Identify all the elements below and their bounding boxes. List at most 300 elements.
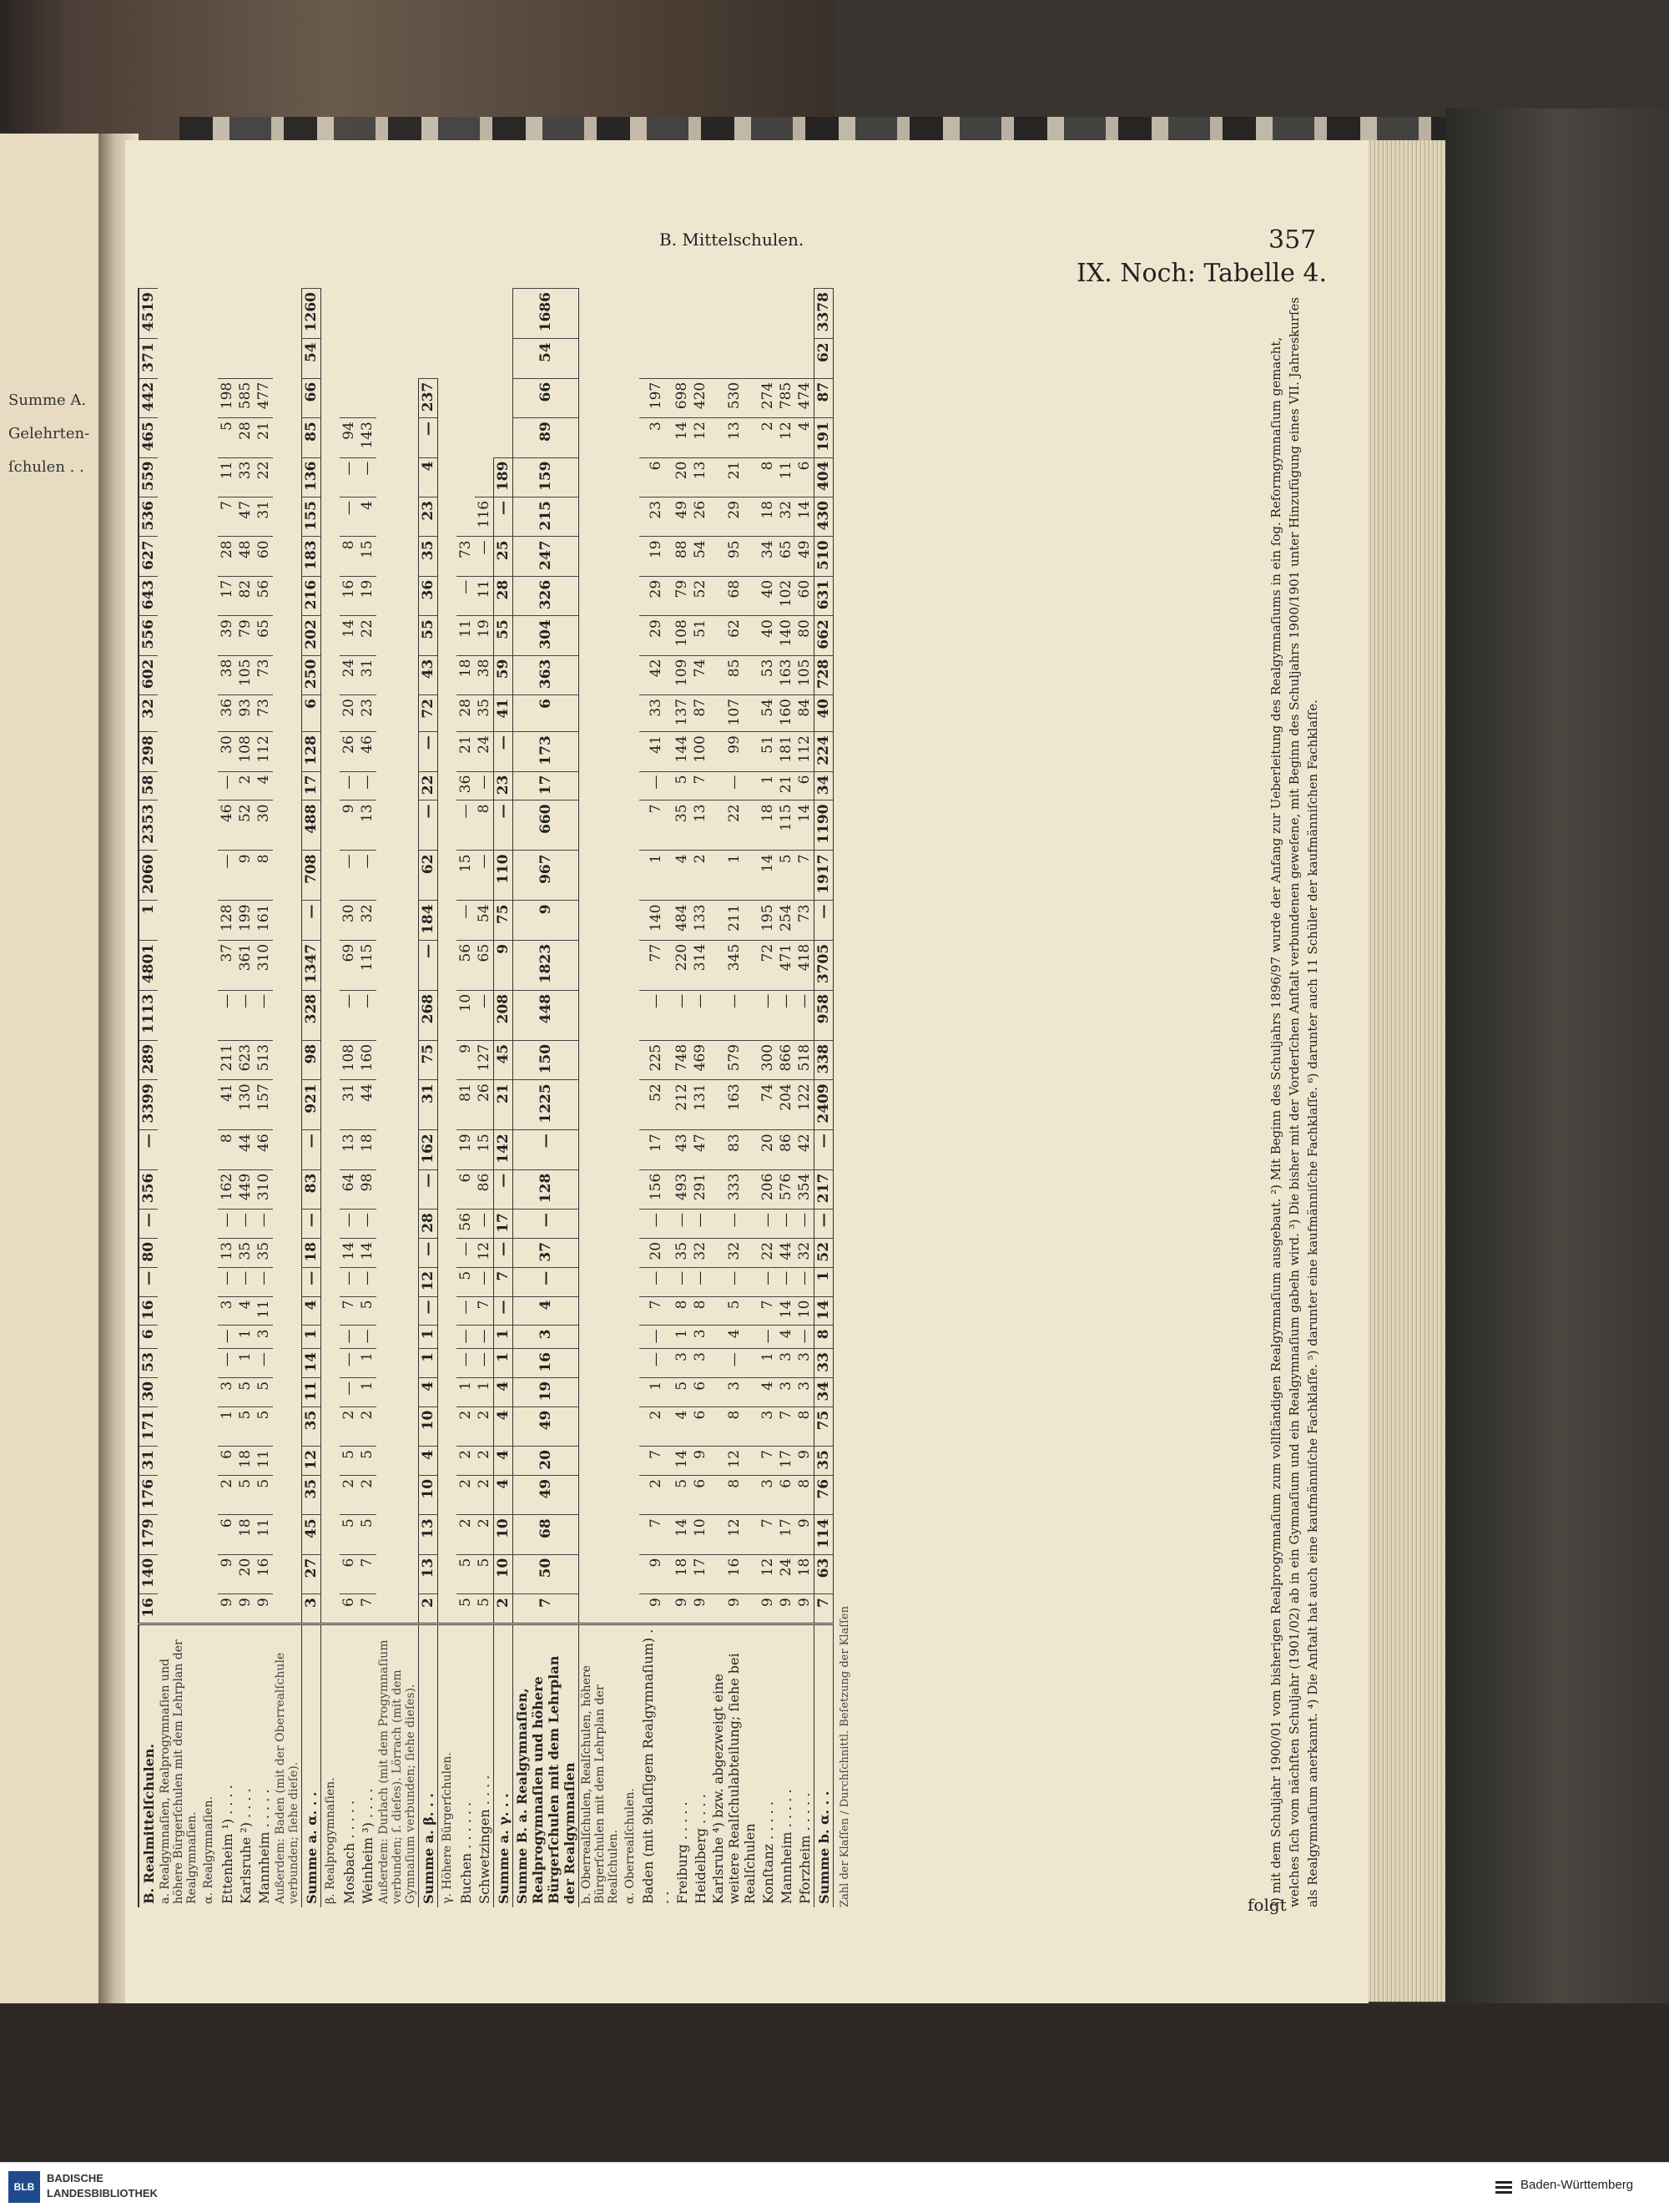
table-cell: 247 [513, 537, 579, 576]
table-cell: 31 [139, 1447, 158, 1476]
table-cell: 3 [795, 1349, 814, 1378]
table-cell: 69 [340, 940, 358, 990]
table-cell: — [340, 1377, 358, 1406]
table-cell: — [419, 1169, 438, 1209]
row-label: a. Realgymnaſien, Realprogymnaſien und höhere Bürgerſchulen mit dem Lehrplan der Realgymnaſien. [158, 1624, 199, 1908]
table-cell: — [673, 1267, 691, 1296]
table-cell: 87 [814, 378, 834, 417]
table-cell: 4 [759, 1377, 777, 1406]
table-cell: 627 [139, 537, 158, 576]
table-cell: 16 [513, 1349, 579, 1378]
table-cell: — [673, 1210, 691, 1239]
table-cell: 52 [639, 1080, 673, 1130]
book-board [1445, 109, 1669, 2028]
table-cell: 4519 [139, 289, 158, 339]
table-cell: 28 [494, 576, 513, 615]
table-cell: 83 [709, 1130, 759, 1169]
table-cell: 32 [358, 901, 376, 940]
table-cell: 3 [302, 1594, 321, 1624]
table-cell: 3 [795, 1377, 814, 1406]
table-cell: 7 [814, 1594, 834, 1624]
table-cell: 184 [419, 901, 438, 940]
table-cell: 28 [456, 695, 475, 732]
table-cell: 6 [639, 457, 673, 497]
table-cell: — [456, 576, 475, 615]
table-cell: 105 [795, 655, 814, 694]
table-row [419, 289, 438, 1908]
table-cell: 137 [673, 695, 691, 732]
row-label: Summe a. α. . . [302, 1624, 321, 1908]
table-cell: 66 [513, 378, 579, 417]
row-label: Freiburg . . . . . [673, 1624, 691, 1908]
table-cell: 1 [218, 1406, 236, 1446]
table-cell: — [302, 1130, 321, 1169]
table-cell: 2 [419, 1594, 438, 1624]
table-cell: 43 [673, 1130, 691, 1169]
table-cell: 4 [419, 1447, 438, 1476]
table-cell: — [709, 1267, 759, 1296]
table-cell: 95 [709, 537, 759, 576]
table-cell: — [494, 800, 513, 851]
table-row [321, 289, 340, 1908]
table-cell: 345 [709, 940, 759, 990]
table-cell: — [302, 1210, 321, 1239]
table-cell: 5 [709, 1296, 759, 1326]
table-cell: 171 [139, 1406, 158, 1446]
table-cell: 2 [691, 851, 709, 901]
table-cell: — [475, 771, 494, 800]
table-cell: 31 [358, 655, 376, 694]
table-cell: 3 [255, 1326, 273, 1349]
table-cell: 5 [218, 418, 236, 457]
table-cell: 7 [691, 771, 709, 800]
table-cell: 52 [691, 576, 709, 615]
table-cell: — [255, 1210, 273, 1239]
table-cell: 493 [673, 1169, 691, 1209]
partner-name[interactable]: Baden-Württemberg [1520, 2178, 1634, 2192]
table-cell: 9 [639, 1554, 673, 1593]
table-cell: 4 [255, 771, 273, 800]
table-cell: 35 [302, 1406, 321, 1446]
table-cell: 112 [795, 732, 814, 771]
table-cell: 6 [513, 695, 579, 732]
table-cell: 82 [236, 576, 255, 615]
table-cell: 3 [513, 1326, 579, 1349]
table-cell: — [494, 1296, 513, 1326]
table-cell: 100 [691, 732, 709, 771]
table-row [302, 289, 321, 1908]
table-cell: 38 [218, 655, 236, 694]
table-cell: 530 [709, 378, 759, 417]
table-cell: 35 [302, 1475, 321, 1514]
table-cell: 579 [709, 1040, 759, 1079]
table-cell: 13 [340, 1130, 358, 1169]
table-cell: 6 [218, 1515, 236, 1554]
table-cell: 1 [358, 1349, 376, 1378]
table-cell: 2060 [139, 851, 158, 901]
table-cell: 3399 [139, 1080, 158, 1130]
table-cell: — [691, 1267, 709, 1296]
table-cell: 40 [759, 616, 777, 655]
table-cell: — [475, 1267, 494, 1296]
table-cell: 5 [475, 1554, 494, 1593]
table-cell: 89 [513, 418, 579, 457]
table-cell: 1 [419, 1349, 438, 1378]
table-cell: 5 [673, 1475, 691, 1514]
table-cell: 15 [358, 537, 376, 576]
table-cell: 20 [513, 1447, 579, 1476]
table-cell: — [475, 1349, 494, 1378]
table-cell: 12 [777, 418, 795, 457]
table-cell: 1113 [139, 990, 158, 1040]
table-cell: 10 [419, 1475, 438, 1514]
table-cell: 18 [236, 1447, 255, 1476]
table-cell: 195 [759, 901, 777, 940]
table-cell: 2 [340, 1406, 358, 1446]
table-cell: 3 [709, 1377, 759, 1406]
table-cell: — [475, 1326, 494, 1349]
table-cell: 9 [255, 1594, 273, 1624]
table-cell: 12 [759, 1554, 777, 1593]
table-cell: 18 [236, 1515, 255, 1554]
table-cell: 2 [236, 771, 255, 800]
table-cell: 33 [814, 1349, 834, 1378]
table-cell: 5 [673, 771, 691, 800]
table-cell: 54 [759, 695, 777, 732]
table-cell: 62 [419, 851, 438, 901]
table-cell: 17 [494, 1210, 513, 1239]
table-cell: 304 [513, 616, 579, 655]
table-cell: 5 [236, 1377, 255, 1406]
table-cell: 404 [814, 457, 834, 497]
table-cell: 32 [709, 1238, 759, 1267]
library-name-line-1: BADISCHE [47, 2172, 103, 2184]
table-cell: 1 [456, 1377, 475, 1406]
table-cell: — [358, 1210, 376, 1239]
table-cell: 4 [494, 1406, 513, 1446]
table-cell: 75 [494, 901, 513, 940]
table-cell: 4 [494, 1377, 513, 1406]
viewer-footer [0, 2162, 1669, 2212]
table-cell: 115 [358, 940, 376, 990]
table-cell: — [777, 1210, 795, 1239]
table-cell: 7 [494, 1267, 513, 1296]
table-cell: 21 [777, 771, 795, 800]
table-cell: 4 [419, 1377, 438, 1406]
table-cell: 32 [139, 695, 158, 732]
table-cell: 160 [777, 695, 795, 732]
table-cell: 11 [255, 1515, 273, 1554]
table-cell: 237 [419, 378, 438, 417]
table-cell: 179 [139, 1515, 158, 1554]
table-cell: 109 [673, 655, 691, 694]
table-row [358, 289, 376, 1908]
table-cell: 163 [777, 655, 795, 694]
table-cell: 163 [709, 1080, 759, 1130]
table-cell: 2353 [139, 800, 158, 851]
row-label: Karlsruhe ²) . . . . [236, 1624, 255, 1908]
table-cell: 18 [795, 1554, 814, 1593]
table-cell: 442 [139, 378, 158, 417]
table-cell: — [709, 771, 759, 800]
table-cell: 6 [340, 1554, 358, 1593]
table-cell: 300 [759, 1040, 777, 1079]
table-cell: — [340, 851, 358, 901]
table-cell: — [218, 990, 236, 1040]
table-cell: 7 [777, 1406, 795, 1446]
table-cell: 41 [218, 1080, 236, 1130]
table-cell: 65 [475, 940, 494, 990]
table-cell: 18 [759, 800, 777, 851]
table-cell: 585 [236, 378, 255, 417]
table-cell: 161 [255, 901, 273, 940]
table-cell: 6 [777, 1475, 795, 1514]
table-cell: — [759, 990, 777, 1040]
table-cell: 1 [709, 851, 759, 901]
table-cell: 5 [255, 1406, 273, 1446]
table-cell: 56 [255, 576, 273, 615]
table-cell: 11 [255, 1447, 273, 1476]
table-cell: — [673, 990, 691, 1040]
table-row [814, 289, 834, 1908]
table-cell: 35 [673, 1238, 691, 1267]
table-cell: 34 [814, 771, 834, 800]
table-cell: 73 [255, 695, 273, 732]
table-cell: 17 [777, 1515, 795, 1554]
table-cell: 430 [814, 497, 834, 536]
table-cell: 73 [255, 655, 273, 694]
table-cell: 361 [236, 940, 255, 990]
table-cell: 34 [814, 1377, 834, 1406]
table-cell: 9 [673, 1594, 691, 1624]
table-cell: 2 [358, 1406, 376, 1446]
table-cell: 363 [513, 655, 579, 694]
table-cell: 11 [302, 1377, 321, 1406]
table-cell: 420 [691, 378, 709, 417]
table-cell: 333 [709, 1169, 759, 1209]
table-cell: 41 [494, 695, 513, 732]
table-cell: 44 [236, 1130, 255, 1169]
table-cell: — [475, 1210, 494, 1239]
table-cell: 698 [673, 378, 691, 417]
table-cell: 84 [795, 695, 814, 732]
table-cell: 128 [302, 732, 321, 771]
table-cell: 21 [494, 1080, 513, 1130]
table-cell: — [340, 771, 358, 800]
table-cell: 108 [673, 616, 691, 655]
row-note: Zahl der Klaſſen / Durchſchnittl. Beſetzung der Klaſſen [839, 1606, 851, 1907]
table-cell: 14 [673, 1447, 691, 1476]
table-cell: 17 [218, 576, 236, 615]
table-cell: 39 [218, 616, 236, 655]
table-cell: 46 [218, 800, 236, 851]
table-cell: 14 [759, 851, 777, 901]
table-cell: 140 [777, 616, 795, 655]
table-cell: 7 [759, 1515, 777, 1554]
table-cell: 16 [340, 576, 358, 615]
table-cell: 52 [236, 800, 255, 851]
table-cell: — [255, 990, 273, 1040]
table-cell: 1 [639, 851, 673, 901]
page-edges [1369, 140, 1445, 2002]
table-cell: 202 [302, 616, 321, 655]
library-logo[interactable]: BLB [8, 2171, 40, 2203]
table-cell: 22 [759, 1238, 777, 1267]
table-cell: 13 [358, 800, 376, 851]
table-cell: 42 [795, 1130, 814, 1169]
table-cell: 19 [513, 1377, 579, 1406]
table-cell: 3 [759, 1475, 777, 1514]
table-cell: 4 [673, 1406, 691, 1446]
table-cell: — [255, 1349, 273, 1378]
table-cell: 32 [691, 1238, 709, 1267]
table-cell: — [236, 990, 255, 1040]
table-cell: 86 [475, 1169, 494, 1209]
table-cell: 22 [358, 616, 376, 655]
table-cell: 156 [639, 1169, 673, 1209]
table-cell: 13 [691, 800, 709, 851]
table-cell: 131 [691, 1080, 709, 1130]
table-cell: 1 [639, 1377, 673, 1406]
table-row [475, 289, 494, 1908]
table-cell: 2 [494, 1594, 513, 1624]
table-cell: 6 [795, 771, 814, 800]
table-row [438, 289, 457, 1908]
table-cell: 45 [494, 1040, 513, 1079]
table-cell: — [814, 1130, 834, 1169]
table-cell: — [456, 1296, 475, 1326]
table-cell: 20 [673, 457, 691, 497]
table-cell: 108 [340, 1040, 358, 1079]
table-cell: 8 [475, 800, 494, 851]
table-cell: 8 [709, 1406, 759, 1446]
table-cell: 19 [456, 1130, 475, 1169]
table-cell: 93 [236, 695, 255, 732]
table-cell: — [759, 1210, 777, 1239]
table-cell: 5 [236, 1475, 255, 1514]
table-cell: 2 [456, 1515, 475, 1554]
table-cell: 142 [494, 1130, 513, 1169]
table-cell: 8 [218, 1130, 236, 1169]
table-cell: 465 [139, 418, 158, 457]
table-cell: 250 [302, 655, 321, 694]
table-cell: 2 [759, 418, 777, 457]
table-cell: 3 [218, 1377, 236, 1406]
table-cell: 16 [255, 1554, 273, 1593]
table-cell: 4 [236, 1296, 255, 1326]
table-cell: 136 [302, 457, 321, 497]
table-cell: 66 [302, 378, 321, 417]
table-cell: 212 [673, 1080, 691, 1130]
table-cell: 53 [759, 655, 777, 694]
table-cell: — [358, 1267, 376, 1296]
table-cell: 6 [691, 1377, 709, 1406]
table-cell: 37 [513, 1238, 579, 1267]
table-cell: 12 [419, 1267, 438, 1296]
table-cell: — [639, 1349, 673, 1378]
table-cell: 32 [777, 497, 795, 536]
table-row [456, 289, 475, 1908]
table-cell: — [218, 851, 236, 901]
table-cell: 13 [691, 457, 709, 497]
left-page [0, 134, 104, 2003]
table-row [777, 289, 795, 1908]
table-cell: 130 [236, 1080, 255, 1130]
table-cell: 216 [302, 576, 321, 615]
table-cell: 31 [340, 1080, 358, 1130]
table-cell: — [419, 418, 438, 457]
table-cell: 1 [358, 1377, 376, 1406]
table-cell: 28 [218, 537, 236, 576]
row-label: Schwetzingen . . . . [475, 1624, 494, 1908]
table-cell: — [494, 732, 513, 771]
table-cell: 81 [456, 1080, 475, 1130]
table-cell: 14 [777, 1296, 795, 1326]
table-cell: 2 [456, 1406, 475, 1446]
table-cell: — [358, 1326, 376, 1349]
table-cell: 4 [302, 1296, 321, 1326]
table-cell: 224 [814, 732, 834, 771]
table-cell: 21 [255, 418, 273, 457]
table-cell: 17 [302, 771, 321, 800]
table-cell: 298 [139, 732, 158, 771]
table-cell: 5 [255, 1377, 273, 1406]
table-cell: 254 [777, 901, 795, 940]
running-title: B. Mittelschulen. [659, 230, 804, 250]
library-name[interactable] [47, 2171, 158, 2201]
table-cell: — [218, 1267, 236, 1296]
table-cell: 80 [795, 616, 814, 655]
table-cell: 62 [709, 616, 759, 655]
left-page-fragment [8, 384, 92, 484]
table-cell: 51 [759, 732, 777, 771]
table-cell: 33 [236, 457, 255, 497]
table-cell: 30 [255, 800, 273, 851]
table-cell: 29 [709, 497, 759, 536]
table-cell: 1190 [814, 800, 834, 851]
row-label: Weinheim ³) . . . . [358, 1624, 376, 1908]
table-cell: 34 [759, 537, 777, 576]
table-row [376, 289, 419, 1908]
table-cell: 65 [777, 537, 795, 576]
table-cell: 4 [494, 1447, 513, 1476]
table-cell: 4801 [139, 940, 158, 990]
table-cell: 17 [691, 1554, 709, 1593]
table-cell: — [639, 990, 673, 1040]
table-cell: 10 [494, 1554, 513, 1593]
table-cell: 13 [419, 1515, 438, 1554]
table-cell: 1917 [814, 851, 834, 901]
table-cell: 10 [456, 990, 475, 1040]
table-cell: 1686 [513, 289, 579, 339]
table-cell: 14 [795, 800, 814, 851]
table-cell: 44 [358, 1080, 376, 1130]
table-cell: 1 [236, 1326, 255, 1349]
table-cell: 10 [494, 1515, 513, 1554]
table-cell: 74 [759, 1080, 777, 1130]
table-cell: 18 [302, 1238, 321, 1267]
table-cell: 4 [673, 851, 691, 901]
table-cell: 14 [673, 1515, 691, 1554]
table-cell: — [419, 732, 438, 771]
table-cell: 79 [673, 576, 691, 615]
table-cell: 181 [777, 732, 795, 771]
table-cell: 3 [777, 1377, 795, 1406]
table-cell: 7 [639, 1515, 673, 1554]
table-cell: 2 [218, 1475, 236, 1514]
table-cell: 1 [236, 1349, 255, 1378]
table-cell: — [419, 1296, 438, 1326]
